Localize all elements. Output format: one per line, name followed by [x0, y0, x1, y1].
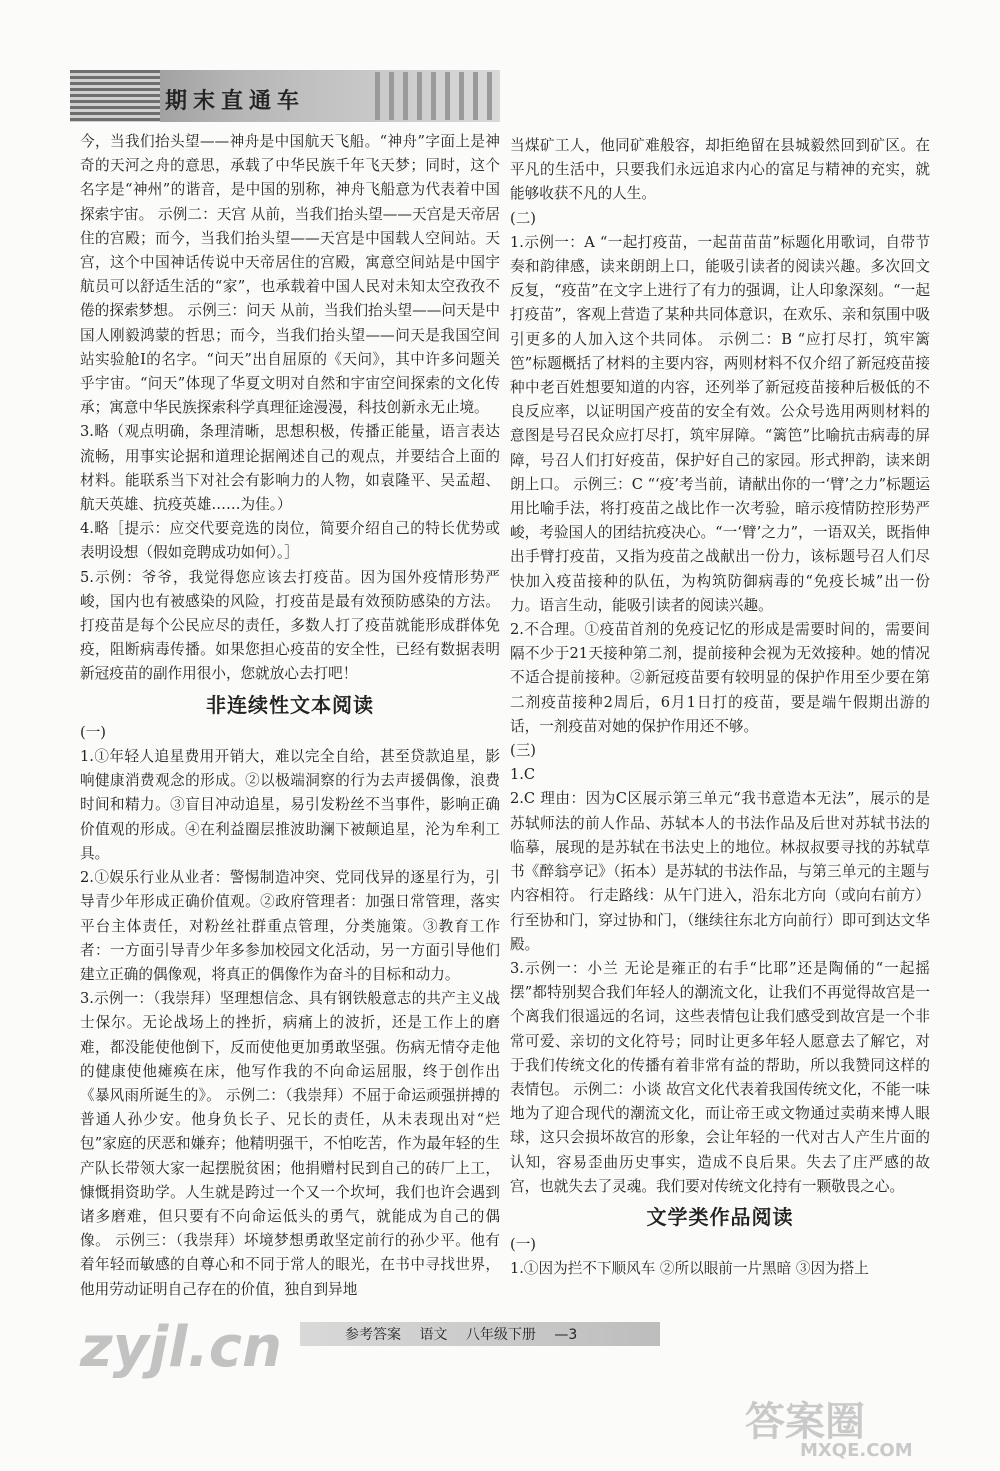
- answer-paragraph: 当煤矿工人，他同矿难般容，却拒绝留在县城毅然回到矿区。在平凡的生活中，只要我们永远追求内心的富足与精神的充实，就能够收获不凡的人生。: [510, 137, 930, 203]
- subsection-label: (一): [80, 723, 106, 741]
- footer-text: 参考答案 语文 八年级下册 —3: [345, 1327, 578, 1343]
- subsection-label: (三): [510, 742, 536, 760]
- watermark-mxqe: MXQE.COM: [800, 1440, 913, 1461]
- left-column: [80, 130, 500, 1302]
- section-heading-literary: 文学类作品阅读: [646, 1204, 794, 1229]
- answer-d1: 1.①因为拦不下顺风车 ②所以眼前一片黑暗 ③因为搭上: [510, 1260, 869, 1278]
- subsection-label: (一): [510, 1236, 536, 1254]
- answer-paragraph: 今，当我们抬头望——神舟是中国航天飞船。“神舟”字面上是神奇的天河之舟的意思，承载了中华民族千年飞天梦；同时，这个名字是“神州”的谐音，是中国的别称，神舟飞船意为代表着中国探索宇宙。 示例二：天宫 从前，当我们抬头望——天宫是天帝居住的宫殿；而今，当我们抬头望——天宫是中国载人空间站。天宫，这个中国神话传说中天帝居住的宫殿，寓意空间站是中国宇航员可以舒适生活的“家”，也承载着中国人民对未知太空孜孜不倦的探索梦想。 示例三：问天 从前，当我们抬头望——问天是中国人刚毅鸿蒙的哲思；而今，当我们抬头望——问天是我国空间站实验舱I的名字。“问天”出自屈原的《天问》，其中许多问题关乎宇宙。“问天”体现了华夏文明对自然和宇宙空间探索的文化传承；寓意中华民族探索科学真理征途漫漫，科技创新永无止境。: [80, 133, 500, 417]
- section-heading-noncontinuous: 非连续性文本阅读: [206, 692, 374, 717]
- answer-b2: 2.不合理。①疫苗首剂的免疫记忆的形成是需要时间的，需要间隔不少于21天接种第二剂，提前接种会视为无效接种。她的情况不适合提前接种。②新冠疫苗要有较明显的保护作用至少要在第二剂疫苗接种2周后，6月1日打的疫苗，要是端午假期出游的话，一剂疫苗对她的保护作用还不够。: [510, 621, 930, 735]
- page-header-title: 期末直通车: [165, 89, 306, 114]
- banner-stripes: [70, 70, 160, 122]
- answer-c1: 1.C: [510, 766, 536, 784]
- answer-c2: 2.C 理由：因为C区展示第三单元“我书意造本无法”，展示的是苏轼师法的前人作品、苏轼本人的书法作品及后世对苏轼书法的临摹，展现的是苏轼在书法史上的地位。林叔叔要寻找的苏轼草书《醉翁亭记》（拓本）是苏轼的书法作品，与第三单元的主题与内容相符。 行走路线：从午门进入，沿东北方向（或向右前方）行至协和门，穿过协和门，（继续往东北方向前行）即可到达文华殿。: [510, 790, 930, 953]
- answer-q5: 5.示例：爷爷，我觉得您应该去打疫苗。因为国外疫情形势严峻，国内也有被感染的风险，打疫苗是最有效预防感染的方法。打疫苗是每个公民应尽的责任，多数人打了疫苗就能形成群体免疫，阻断病毒传播。如果您担心疫苗的安全性，已经有数据表明新冠疫苗的副作用很小，您就放心去打吧！: [80, 568, 500, 683]
- answer-q4: 4.略［提示：应交代要竞选的岗位，简要介绍自己的特长优势或表明设想（假如竞聘成功如何）。］: [80, 520, 500, 562]
- answer-a3: 3.示例一：（我崇拜）坚理想信念、具有钢铁般意志的共产主义战士保尔。无论战场上的挫折，病痛上的波折，还是工作上的磨难，都没能使他倒下，反而使他更加勇敢坚强。伤病无情夺走他的健康使他瘫痪在床，他写作我的不向命运屈服，终于创作出《暴风雨所诞生的》。 示例二：（我崇拜）不屈于命运顽强拼搏的普通人孙少安。他身负长子、兄长的责任，从未表现出对“烂包”家庭的厌恶和嫌弃；他精明强干，不怕吃苦，作为最年轻的生产队长带领大家一起摆脱贫困；他捐赠村民到自己的砖厂上工，慷慨捐资助学。人生就是跨过一个又一个坎坷，我们也许会遇到诸多磨难，但只要有不向命运低头的勇气，就能成为自己的偶像。 示例三：（我崇拜）坏境梦想勇敢坚定前行的孙少平。他有着年轻而敏感的自尊心和不同于常人的眼光，在书中寻找世界，他用劳动证明自己存在的价值，独自到异地: [80, 990, 500, 1298]
- banner-bars: [375, 72, 492, 120]
- subsection-label: (二): [510, 209, 536, 227]
- watermark-daanquan: 答案圈: [745, 1399, 865, 1445]
- right-column: [510, 134, 930, 1282]
- answer-a2: 2.①娱乐行业从业者：警惕制造冲突、党同伐异的逐星行为，引导青少年形成正确价值观。②政府管理者：加强日常管理，落实平台主体责任，对粉丝社群重点管理，分类施策。③教育工作者：一方面引导青少年多参加校园文化活动，另一方面引导他们建立正确的偶像观，将真正的偶像作为奋斗的目标和动力。: [80, 869, 500, 983]
- answer-a1: 1.①年轻人追星费用开销大，难以完全自给，甚至贷款追星，影响健康消费观念的形成。②以极端洞察的行为去声援偶像，浪费时间和精力。③盲目冲动追星，易引发粉丝不当事件，影响正确价值观的形成。④在利益圈层推波助澜下被颠追星，沦为牟利工具。: [80, 748, 500, 862]
- answer-b1: 1.示例一：A “一起打疫苗，一起苗苗苗”标题化用歌词，自带节奏和韵律感，读来朗朗上口，能吸引读者的阅读兴趣。多次回文反复，“疫苗”在文字上进行了有力的强调，让人印象深刻。“一起打疫苗”，客观上营造了某种共同体意识，在欢乐、亲和氛围中吸引更多的人加入这个共同体。 示例二：B “应打尽打，筑牢篱笆”标题概括了材料的主要内容，两则材料不仅介绍了新冠疫苗接种中老百姓想要知道的内容，还列举了新冠疫苗接种后极低的不良反应率，以证明国产疫苗的安全有效。公众号选用两则材料的意图是号召民众应打尽打，筑牢屏障。“篱笆”比喻抗击病毒的屏障，号召人们打好疫苗，保护好自己的家园。形式押韵，读来朗朗上口。 示例三：C “‘疫’考当前，请献出你的一‘臂’之力”标题运用比喻手法，将打疫苗之战比作一次考验，暗示疫情防控形势严峻，考验国人的团结抗疫决心。“一‘臂’之力”，一语双关，既指伸出手臂打疫苗，又指为疫苗之战献出一份力，该标题号召人们尽快加入疫苗接种的队伍，为构筑防御病毒的“免疫长城”出一份力。语言生动，能吸引读者的阅读兴趣。: [510, 233, 930, 614]
- answer-q3: 3.略（观点明确，条理清晰，思想积极，传播正能量，语言表达流畅，用事实论据和道理论据阐述自己的观点，并要结合上面的材料。能联系当下对社会有影响力的人物，如袁隆平、吴孟超、航天英雄、抗疫英雄……为佳。）: [80, 423, 500, 514]
- answer-c3: 3.示例一：小兰 无论是雍正的右手“比耶”还是陶俑的“一起摇摆”都特别契合我们年轻人的潮流文化，让我们不再觉得故宫是一个离我们很遥远的名词，这些表情包让我们感受到故宫是一个非常可爱、亲切的文化符号；同时让更多年轻人愿意去了解它，对于我们传统文化的传播有着非常有益的帮助，所以我赞同这样的表情包。 示例二：小谈 故宫文化代表着我国传统文化，不能一味地为了迎合现代的潮流文化，而让帝王或文物通过卖萌来博人眼球，这只会损坏故宫的形象，会让年轻的一代对古人产生片面的认知，容易歪曲历史事实，造成不良后果。失去了庄严感的故宫，也就失去了灵魂。我们要对传统文化持有一颗敬畏之心。: [510, 959, 930, 1195]
- watermark-zyjl: zyjl.cn: [80, 1315, 282, 1380]
